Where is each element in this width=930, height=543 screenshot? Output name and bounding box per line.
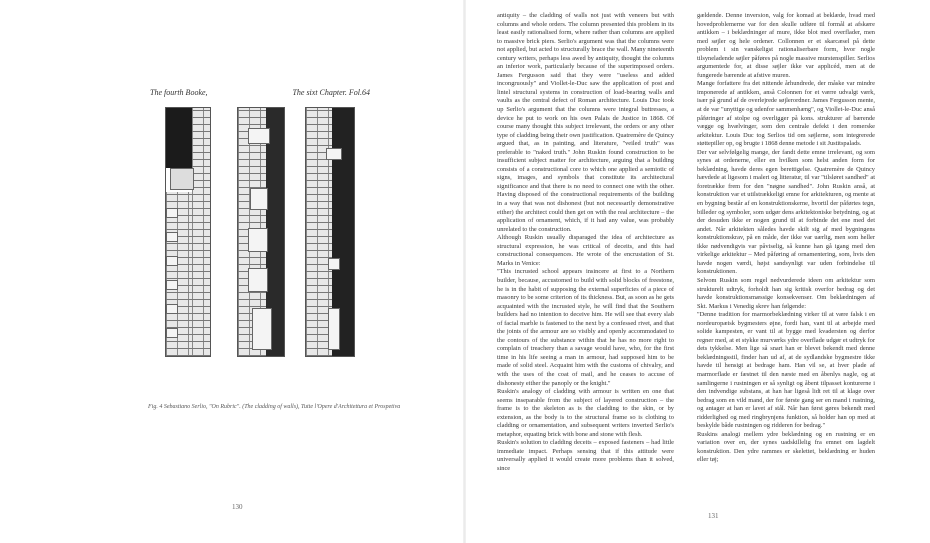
wall-elevation-strip bbox=[237, 107, 285, 357]
page-number: 131 bbox=[708, 512, 719, 520]
paragraph: Ruskins analogi mellem ydre beklædning og en rustning er en variation over en, der synes uadskillelig fra emnet om lagdelt konstruktion. Den ydre rammes er skelettet, beklædning er huden eller tøj; bbox=[697, 430, 875, 464]
engraving-illustration bbox=[165, 107, 355, 355]
figure-caption: Fig. 4 Sebastiano Serlio, "On Rubric". (The cladding of walls), Tutte l'Opere d'Architettura et Prospetiva bbox=[148, 404, 401, 410]
english-text-column bbox=[497, 12, 674, 474]
paragraph: Ruskin's solution to cladding deceits – exposed fasteners – had little immediate impact. Perhaps sensing that if this attitude were universally applied it would create more problems than it solved, since bbox=[497, 439, 674, 472]
plate-header-right: The sixt Chapter. Fol.64 bbox=[292, 88, 370, 97]
block-quote: "This incrusted school appears insincere at first to a Northern builder, because, accustomed to build with solid blocks of freestone, he is in the habit of supposing the external superficies of a piece of masonry to be some criterion of its thickness. But, as soon as he gets acquainted with the incrusted style, he will find that the Southern builders had no intention to deceive him. He will see that every slab of facial marble is fastened to the next by a confessed rivet, and that the joints of the armour are so visibly and openly accommodated to the contours of the substance within that he has no more right to complain of treachery than a savage would have, who, for the first time in his life seeing a man in armour, had supposed him to be made of solid steel. Acquaint him with the customs of chivalry, and with the uses of the coat of mail, and he ceases to accuse of dishonesty either the panoply or the knight." bbox=[497, 268, 674, 387]
paragraph: antiquity – the cladding of walls not just with veneers but with columns and whole orders. The column presented this problem in its least easily rationalised form, where rather than columns are applied to massive brick piers. Serlio's argument was that the columns were not applied, but acted to structurally brace the wall. Many nineteenth century writers, perhaps less awed by antiquity, thought the columns an inferior work, particularly because of the superimposed orders. James Fergusson said that they were "useless and added incongruously" and Viollet-le-Duc saw the application of post and lintel structural systems in construction of load-bearing walls and vaults as the central defect of Roman architecture. Louis Duc took up Serlio's argument that the columns were integral buttresses, a device he put to work on his own Palais de Justice in 1868. Of course many thought this subject irrelevant, the orders or any other type of cladding being their own justification. Quatremère de Quincy argued that, as in painting, and literature, "veiled truth" was preferable to "naked truth." John Ruskin found construction to be insufficient subject matter for architecture, arguing that a building consists of a constructional core to which one applied a semiotic of signs, images, and symbols that constitute its architectural significance and that there is no need to connect one with the other. Having disposed of the constructional requirements of the building in a way that was not dishonest (but not necessarily demonstrative either) the architect could then get on with the real architecture – the application of ornament, which, if it had any value, was probably unrelated to the construction. bbox=[497, 12, 674, 233]
plate-header bbox=[150, 88, 370, 100]
block-quote: "Denne tradition for marmorbeklædning virker til at være falsk i en nordeuropæisk bygmesters øjne, fordi han, vant til at arbejde med solide kampesten, er vant til at bygge med kvadersten og derfor regner med, at et stykke murværks ydre overflade udgør et udtryk for dets tykkelse. Men lige så snart han er blevet bekendt med denne beklædningsstil, finder han ud af, at de sydlandske bygmestre ikke havde til hensigt at bedrage ham. Han vil se, at hver plade af marmorflade er fæstnet til den næste med en åbenlys nagle, og at samlingerne i rustningen er så synligt og åbent tilpasset konturerne i den indvendige substans, at han har ligeså lidt ret til at klage over bedrag som en vild mand, der for første gang ser en mand i rustning, og antager at han er lavet af stål. Når han først gøres bekendt med ridderlighed og med ringbrynjens funktion, så holder han op med at beskylde både rustningen og ridderen for bedrag." bbox=[697, 311, 875, 430]
paragraph: Der var selvfølgelig mange, der fandt dette emne irrelevant, og som synes at ordenerne, eller en hvilken som helst anden form for beklædning, havde deres egen berettigelse. Quatremère de Quincy hævdede at ligesom i maleri og litteratur, til var "tilsløret sandhed" at foretrække frem for den "nøgne sandhed". John Ruskin anså, at konstruktion var et utilstrækkeligt emne for arkitekturen, og mente at en bygning består af en konstruktionskerne, hvortil der påførtes tegn, billeder og symboler, som udgør dens arkitektoniske betydning, og at der desuden ikke er nogen grund til at forbinde det ene med det andet. Når arkitekten således havde skilt sig af med bygningens konstruktionskrav, på en måde, der ikke var uærlig, men som heller ikke nødvendigvis var påviselig, så kunne han gå igang med den virkelige arkitektur – Med påføring af ornamentering, som, hvis den havde nogen værdi, højst sandsynligt var uden forbindelse til konstruktionen. bbox=[697, 148, 875, 276]
wall-elevation-strip bbox=[305, 107, 355, 357]
paragraph: gældende. Denne inversion, valg for komad at beklæde, hvad med hovedproblemerne var for den skulle udføre til formål at afskære antikken – i beklædninger af mure, ikke blot med overflader, men med søjler og hele ordener. Collonnen er et skarcæsel på dette problem i sin vanskeligst rationaliserbare form, hvor nogle tilsyneladende søjler påføres på nogle massive murstenspiller. Serlios argumentede for, at disse søjler ikke var applicéd, men at de fungerede bærende at afstive muren. bbox=[697, 12, 875, 79]
danish-text-column bbox=[697, 12, 875, 465]
paragraph: Mange forfattere fra det nittende århundrede, der måske var mindre imponerede af antikken, anså Colonnen for et værre udvalgt værk, især på grund af de overlejrede søjlerordner. James Fergusson mente, at de var "unyttige og udenfor sammenhæng", og Viollet-le-Duc anså påføringer af stolpe og overligger på kons. strukturer af bærende vægge og hvælvinger, som den centrale defekt i den romerske arkitektur. Louis Duc tog Serlios tid om søjlerne, som integrerede støttepiller op, og brugte i 1868 denne metode i sit Justitspalads. bbox=[697, 80, 875, 148]
plate-header-left: The fourth Booke, bbox=[150, 88, 208, 97]
wall-elevation-strip bbox=[165, 107, 211, 357]
paragraph: Selvom Ruskin som regel nedvurderede ideen om arkitektur som strukturelt udtryk, forholdt han sig kritisk overfor bedrag og det havde konstruktionsmæssige konsekvenser. Om beklædningen af Skt. Markus i Venedig skrev han følgende: bbox=[697, 276, 875, 310]
page-number: 130 bbox=[232, 503, 243, 511]
paragraph: Ruskin's analogy of cladding with armour is written en one that seems inseparable from the subject of layered construction – the frame is to the skeleton as is the cladding to the skin, or by extension, as the body is to the structural frame so is clothing to cladding or ornamentation, and subsequent writers inverted Serlio's metaphor, equating brick with bone and stone with flesh. bbox=[497, 388, 674, 438]
paragraph: Although Ruskin usually disparaged the idea of architecture as structural expression, he was critical of deceits, and this had constructional consequences. He wrote of the encrustation of St. Marks in Venice: bbox=[497, 234, 674, 267]
right-page bbox=[465, 0, 930, 543]
